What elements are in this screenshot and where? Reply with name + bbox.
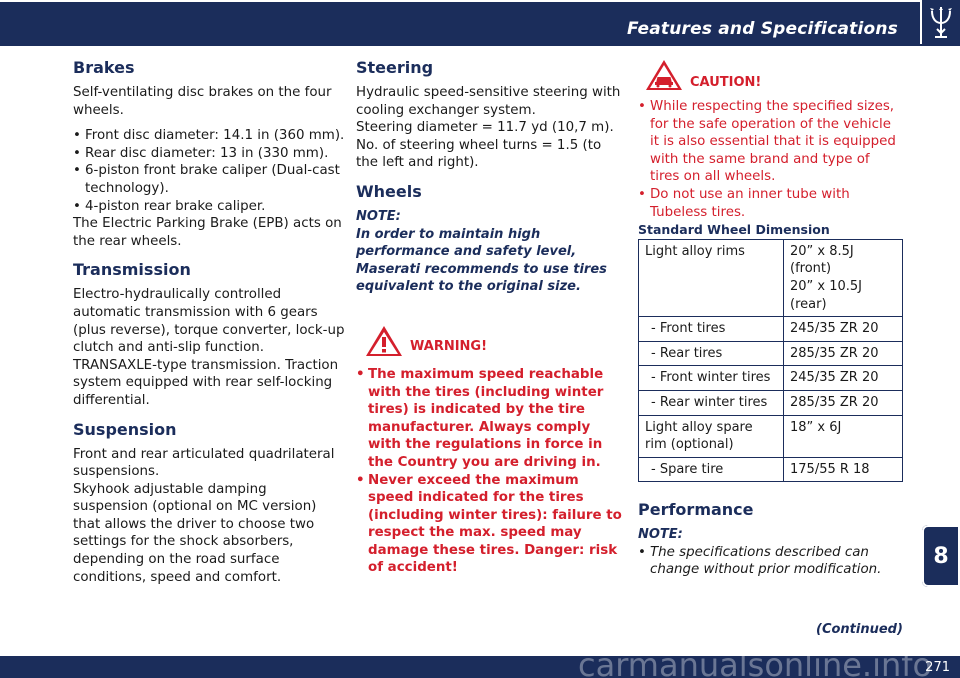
column-middle [356, 58, 626, 577]
brakes-bullet: • Front disc diameter: 14.1 in (360 mm). [73, 128, 345, 144]
wheel-dimension-table [638, 239, 903, 483]
table-cell-value: 18” x 6J [784, 415, 903, 457]
wheel-table-title: Standard Wheel Dimension [638, 222, 830, 238]
column-left [73, 58, 345, 586]
suspension-text-2: Skyhook adjustable damping suspension (optional on MC version) that allows the driver to choose two settings for the shock absorbers, depending on the road surface conditions, speed and comfort. [73, 481, 317, 585]
brakes-outro: The Electric Parking Brake (EPB) acts on the rear wheels. [73, 216, 342, 249]
header-divider [0, 44, 960, 46]
table-row [639, 390, 903, 415]
section-title-performance: Performance [638, 500, 754, 520]
brakes-bullet: • Rear disc diameter: 13 in (330 mm). [73, 145, 329, 161]
caution-label: CAUTION! [690, 75, 762, 91]
page-header-title: Features and Specifications [626, 19, 898, 39]
warning-bullet: • The maximum speed reachable with the tires (including winter tires) is indicated by the tire manufacturer. Always comply with the regulations in force in the Country you are driving in. [356, 366, 604, 470]
wheels-note-label: NOTE: [356, 208, 401, 224]
caution-bullet: • Do not use an inner tube with Tubeless tires. [638, 186, 850, 220]
table-cell-key: - Front tires [639, 317, 784, 342]
suspension-text-1: Front and rear articulated quadrilateral suspensions. [73, 446, 335, 480]
table-row [639, 239, 903, 316]
caution-car-triangle-icon [644, 58, 684, 92]
table-cell-key: - Rear winter tires [639, 390, 784, 415]
column-right [638, 58, 903, 579]
page-number: 271 [925, 660, 950, 675]
table-cell-key: - Front winter tires [639, 366, 784, 391]
table-cell-value: 245/35 ZR 20 [784, 317, 903, 342]
warning-bullet: • Never exceed the maximum speed indicated for the tires (including winter tires): failure to respect the max. speed may damage these tires. Danger: risk of accident! [356, 472, 622, 576]
chapter-tab[interactable]: 8 [922, 525, 960, 587]
continued-label: (Continued) [816, 622, 903, 637]
brakes-bullet: • 6-piston front brake caliper (Dual-cast technology). [73, 163, 340, 196]
steering-text-1: Hydraulic speed-sensitive steering with cooling exchanger system. [356, 85, 621, 118]
table-cell-value: 285/35 ZR 20 [784, 341, 903, 366]
performance-note-label: NOTE: [638, 527, 683, 543]
section-title-steering: Steering [356, 58, 434, 77]
performance-note-bullet: • The specifications described can change without prior modification. [638, 544, 882, 578]
warning-triangle-icon [364, 324, 404, 358]
brakes-intro: Self-ventilating disc brakes on the four wheels. [73, 85, 332, 118]
section-title-wheels: Wheels [356, 181, 422, 201]
table-cell-key: Light alloy spare rim (optional) [639, 415, 784, 457]
trident-logo-icon [920, 0, 960, 44]
table-row [639, 317, 903, 342]
caution-bullet: • While respecting the specified sizes, for the safe operation of the vehicle it is also essential that it is equipped with the same brand and type of tires on all wheels. [638, 99, 896, 185]
warning-header [364, 324, 626, 358]
table-cell-key: - Spare tire [639, 457, 784, 482]
table-row [639, 415, 903, 457]
table-cell-key: - Rear tires [639, 341, 784, 366]
table-cell-value: 245/35 ZR 20 [784, 366, 903, 391]
table-row [639, 457, 903, 482]
steering-text-3: No. of steering wheel turns = 1.5 (to the left and right). [356, 137, 602, 171]
table-row [639, 341, 903, 366]
table-cell-value: 175/55 R 18 [784, 457, 903, 482]
table-cell-value: 20” x 8.5J (front) 20” x 10.5J (rear) [784, 239, 903, 316]
watermark: carmanualsonline.info [578, 646, 933, 678]
table-cell-key: Light alloy rims [639, 239, 784, 316]
caution-header [644, 58, 903, 92]
wheels-note-text: In order to maintain high performance and safety level, Maserati recommends to use tires equivalent to the original size. [356, 226, 607, 295]
table-cell-value: 285/35 ZR 20 [784, 390, 903, 415]
brakes-bullet: • 4-piston rear brake caliper. [73, 198, 266, 214]
steering-text-2: Steering diameter = 11.7 yd (10,7 m). [356, 120, 614, 136]
section-title-suspension: Suspension [73, 419, 177, 439]
section-title-transmission: Transmission [73, 260, 191, 280]
table-row [639, 366, 903, 391]
warning-label: WARNING! [410, 339, 488, 355]
transmission-text: Electro-hydraulically controlled automatic transmission with 6 gears (plus reverse), torque converter, lock-up clutch and anti-slip function. TRANSAXLE-type transmission. Traction system equipped with rear self-locking differential. [73, 287, 345, 408]
section-title-brakes: Brakes [73, 58, 135, 77]
